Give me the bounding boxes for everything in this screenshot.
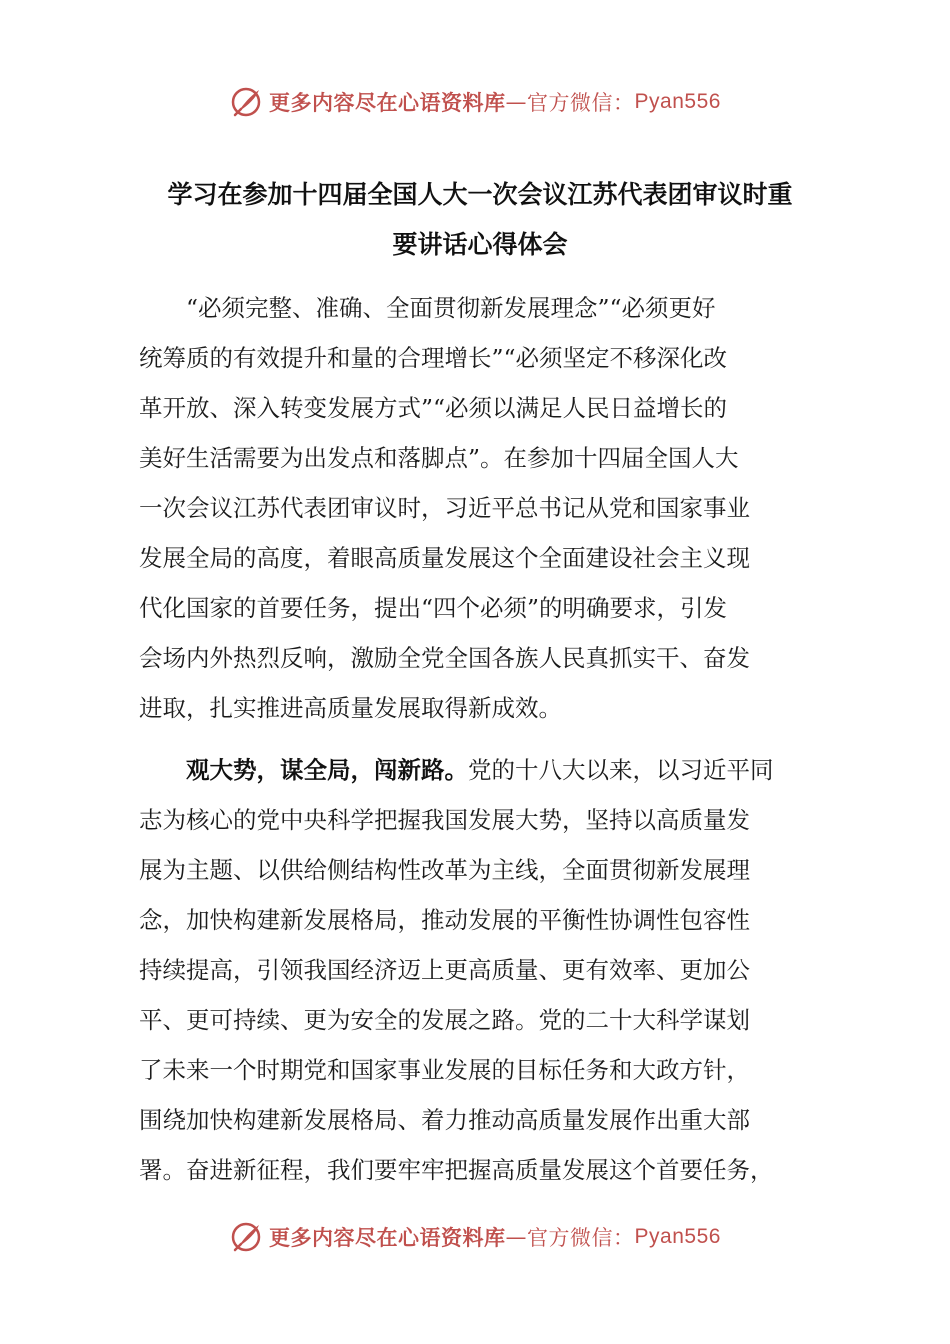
paragraph-1-line: 美好生活需要为出发点和落脚点”。在参加十四届全国人大 [139, 444, 739, 472]
paragraph-1-line: 代化国家的首要任务，提出“四个必须”的明确要求，引发 [139, 594, 728, 622]
paragraph-2-line: 持续提高，引领我国经济迈上更高质量、更有效率、更加公 [139, 956, 750, 984]
paragraph-1-line: 进取，扎实推进高质量发展取得新成效。 [139, 694, 562, 722]
quill-pen-logo-icon [229, 85, 263, 119]
paragraph-1-line: 一次会议江苏代表团审议时，习近平总书记从党和国家事业 [139, 494, 750, 522]
footer-banner [0, 1215, 950, 1259]
paragraph-2 [139, 745, 815, 1195]
banner-dash: — [505, 1225, 528, 1249]
paragraph-2-line: 了未来一个时期党和国家事业发展的目标任务和大政方针， [139, 1056, 750, 1084]
banner-wechat-id: Pyan556 [634, 1225, 721, 1248]
document-title [140, 170, 820, 270]
paragraph-2-line: 署。奋进新征程，我们要牢牢把握高质量发展这个首要任务， [139, 1156, 774, 1184]
banner-brand-text: 更多内容尽在心语资料库 [269, 91, 506, 115]
paragraph-1 [139, 283, 815, 733]
paragraph-1-line: 统筹质的有效提升和量的合理增长”“必须坚定不移深化改 [139, 344, 728, 372]
quill-pen-logo-icon [229, 1220, 263, 1254]
paragraph-1-line: 会场内外热烈反响，激励全党全国各族人民真抓实干、奋发 [139, 644, 750, 672]
title-line-1: 学习在参加十四届全国人大一次会议江苏代表团审议时重 [167, 180, 793, 209]
title-line-2: 要讲话心得体会 [392, 230, 568, 259]
paragraph-2-first-line-text: 党的十八大以来，以习近平同 [468, 756, 774, 784]
paragraph-2-line: 念，加快构建新发展格局，推动发展的平衡性协调性包容性 [139, 906, 750, 934]
paragraph-2-first-line [139, 745, 815, 795]
banner-wechat-label: 官方微信： [527, 1226, 635, 1250]
paragraph-2-line: 平、更可持续、更为安全的发展之路。党的二十大科学谋划 [139, 1006, 750, 1034]
paragraph-1-line: 发展全局的高度，着眼高质量发展这个全面建设社会主义现 [139, 544, 750, 572]
paragraph-1-line: 革开放、深入转变发展方式”“必须以满足人民日益增长的 [139, 394, 728, 422]
banner-wechat-label: 官方微信： [527, 91, 635, 115]
banner-brand-text: 更多内容尽在心语资料库 [269, 1226, 506, 1250]
paragraph-2-line: 志为核心的党中央科学把握我国发展大势，坚持以高质量发 [139, 806, 750, 834]
paragraph-2-lead-heading: 观大势，谋全局，闯新路。 [186, 756, 468, 784]
header-banner [0, 80, 950, 124]
paragraph-2-line: 围绕加快构建新发展格局、着力推动高质量发展作出重大部 [139, 1106, 750, 1134]
paragraph-1-line: “必须完整、准确、全面贯彻新发展理念”“必须更好 [186, 294, 716, 322]
paragraph-2-line: 展为主题、以供给侧结构性改革为主线，全面贯彻新发展理 [139, 856, 750, 884]
banner-dash: — [505, 90, 528, 114]
banner-wechat-id: Pyan556 [634, 90, 721, 113]
